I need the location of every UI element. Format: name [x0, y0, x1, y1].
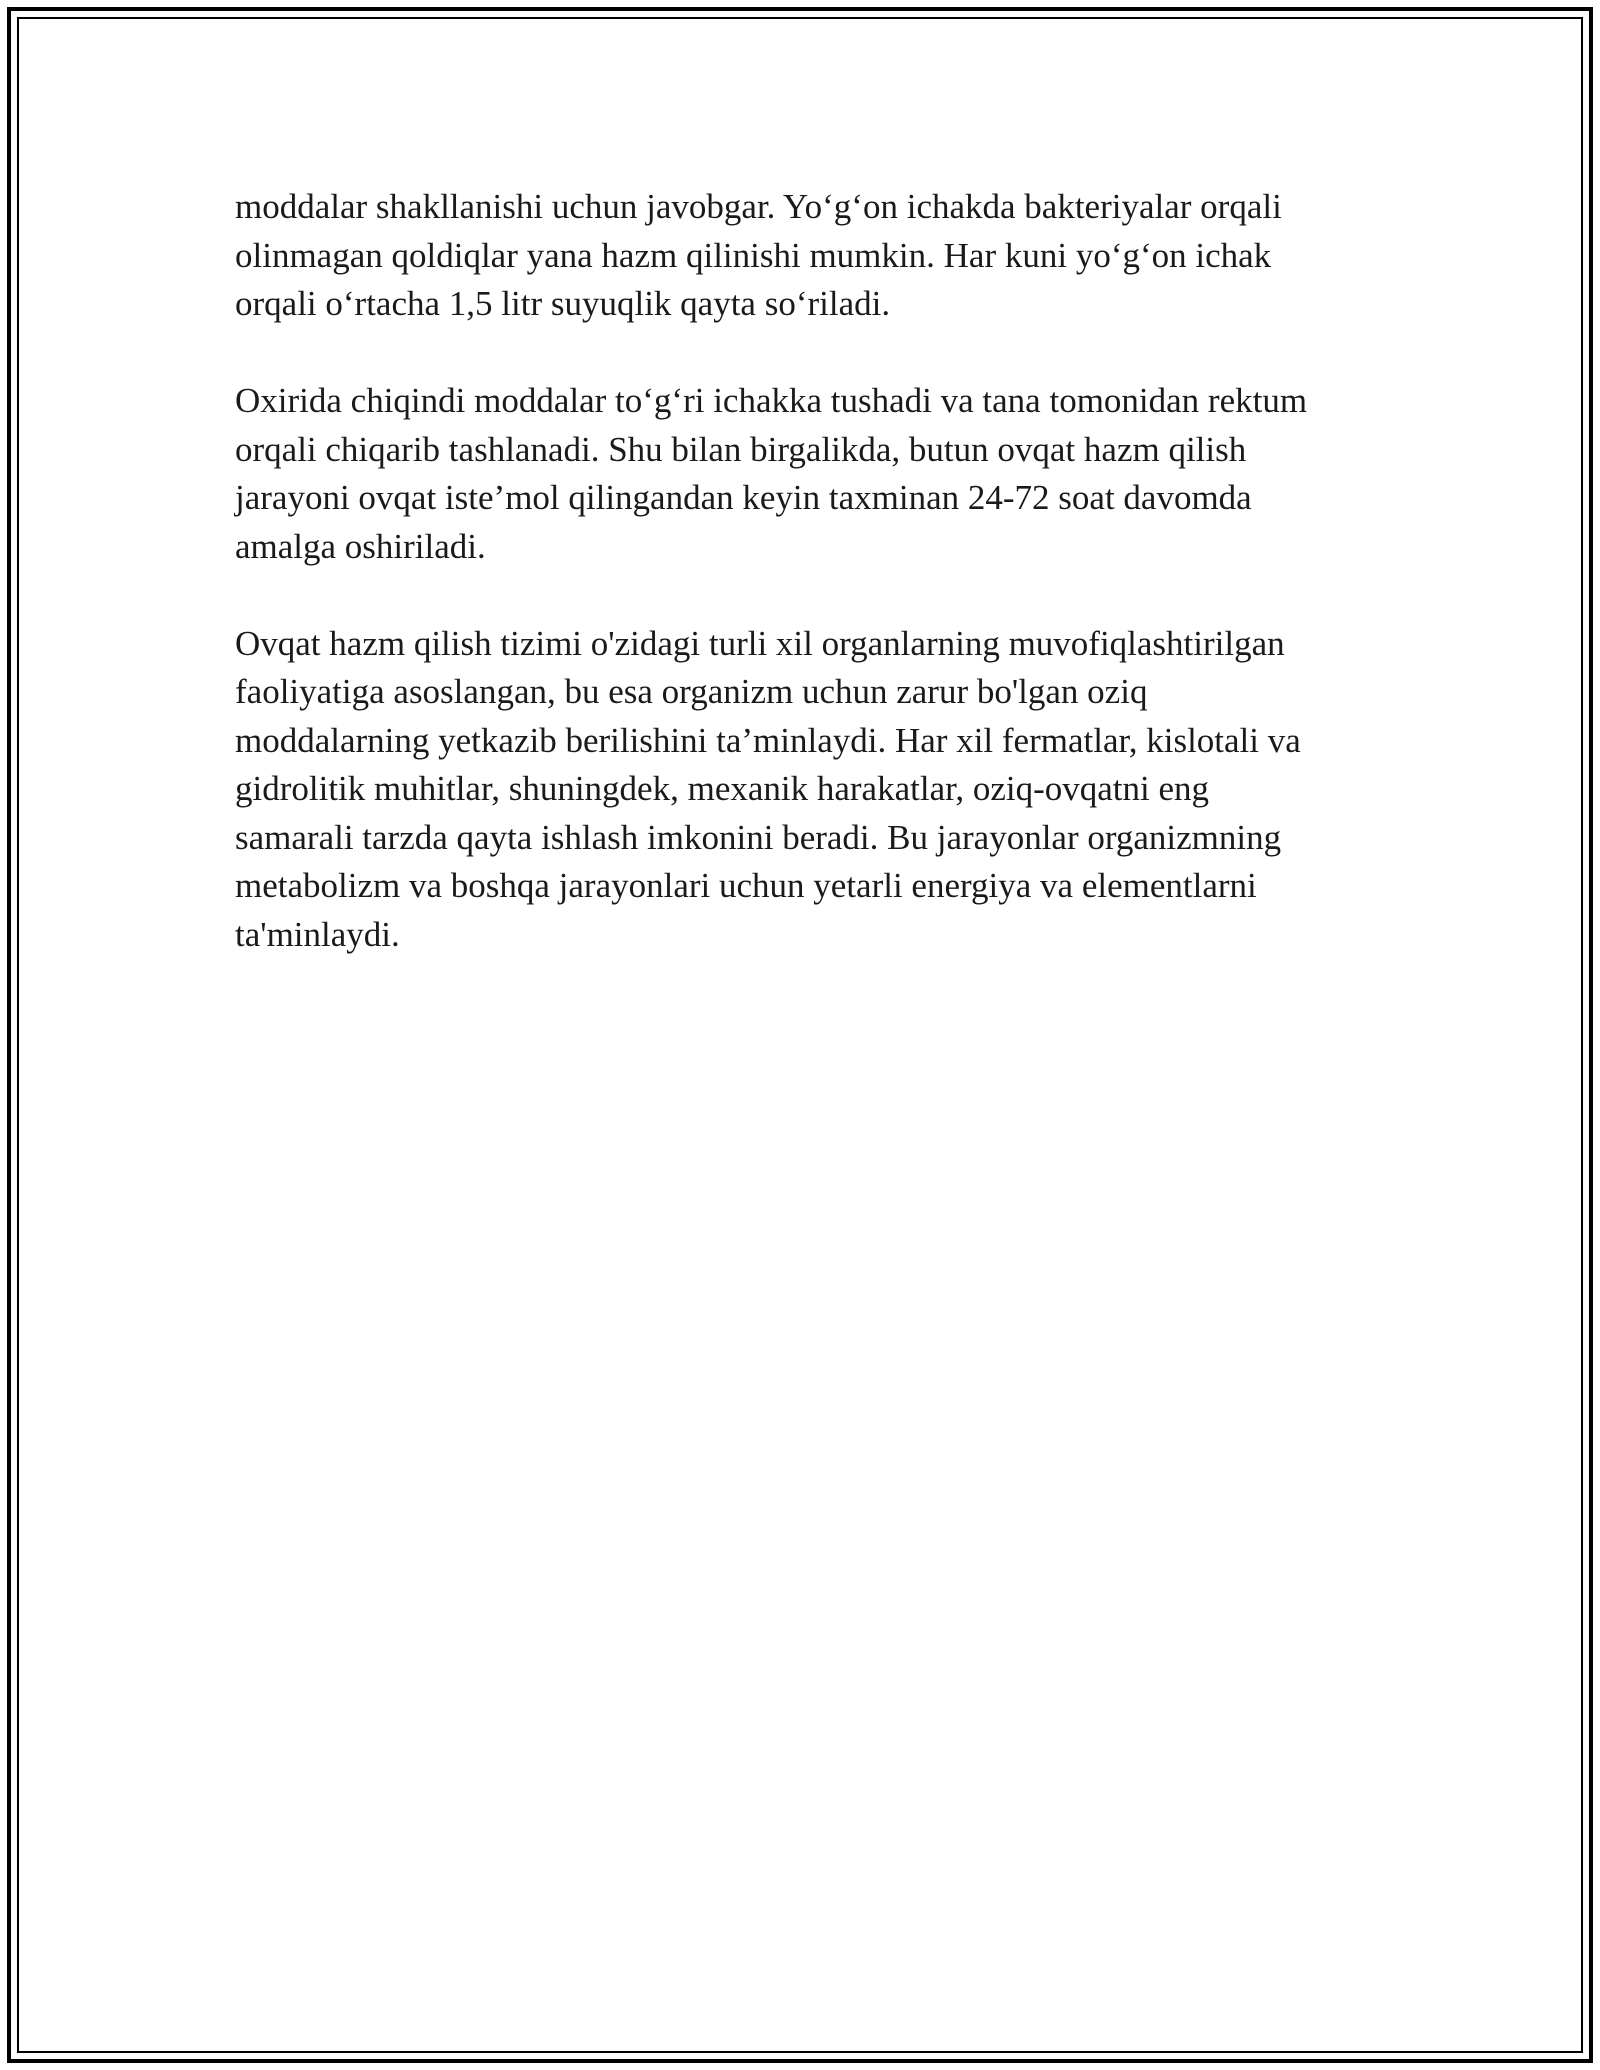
paragraph-line: ta'minlaydi.: [235, 914, 400, 954]
paragraph-line: faoliyatiga asoslangan, bu esa organizm uchun zarur bo'lgan oziq: [235, 672, 1148, 711]
document-body: [235, 183, 1365, 1008]
paragraph-line: metabolizm va boshqa jarayonlari uchun yetarli energiya va elementlarni: [235, 866, 1257, 905]
paragraph-line: samarali tarzda qayta ishlash imkonini beradi. Bu jarayonlar organizmning: [235, 817, 1282, 857]
paragraph-line: olinmagan qoldiqlar yana hazm qilinishi mumkin. Har kuni yo‘g‘on ichak: [235, 235, 1272, 275]
paragraph-3: [235, 620, 1365, 960]
paragraph-line: moddalarning yetkazib berilishini ta’minlaydi. Har xil fermatlar, kislotali va: [235, 720, 1301, 760]
paragraph-line: Ovqat hazm qilish tizimi o'zidagi turli xil organlarning muvofiqlashtirilgan: [235, 623, 1285, 663]
paragraph-1: [235, 183, 1365, 329]
paragraph-line: jarayoni ovqat iste’mol qilingandan keyin taxminan 24-72 soat davomda: [235, 478, 1252, 517]
paragraph-line: orqali chiqarib tashlanadi. Shu bilan birgalikda, butun ovqat hazm qilish: [235, 429, 1247, 469]
paragraph-line: orqali o‘rtacha 1,5 litr suyuqlik qayta so‘riladi.: [235, 284, 891, 323]
paragraph-line: Oxirida chiqindi moddalar to‘g‘ri ichakka tushadi va tana tomonidan rektum: [235, 381, 1308, 420]
paragraph-line: amalga oshiriladi.: [235, 526, 486, 566]
paragraph-2: [235, 377, 1365, 571]
paragraph-line: gidrolitik muhitlar, shuningdek, mexanik harakatlar, oziq-ovqatni eng: [235, 769, 1210, 808]
paragraph-line: moddalar shakllanishi uchun javobgar. Yo‘g‘on ichakda bakteriyalar orqali: [235, 187, 1282, 226]
